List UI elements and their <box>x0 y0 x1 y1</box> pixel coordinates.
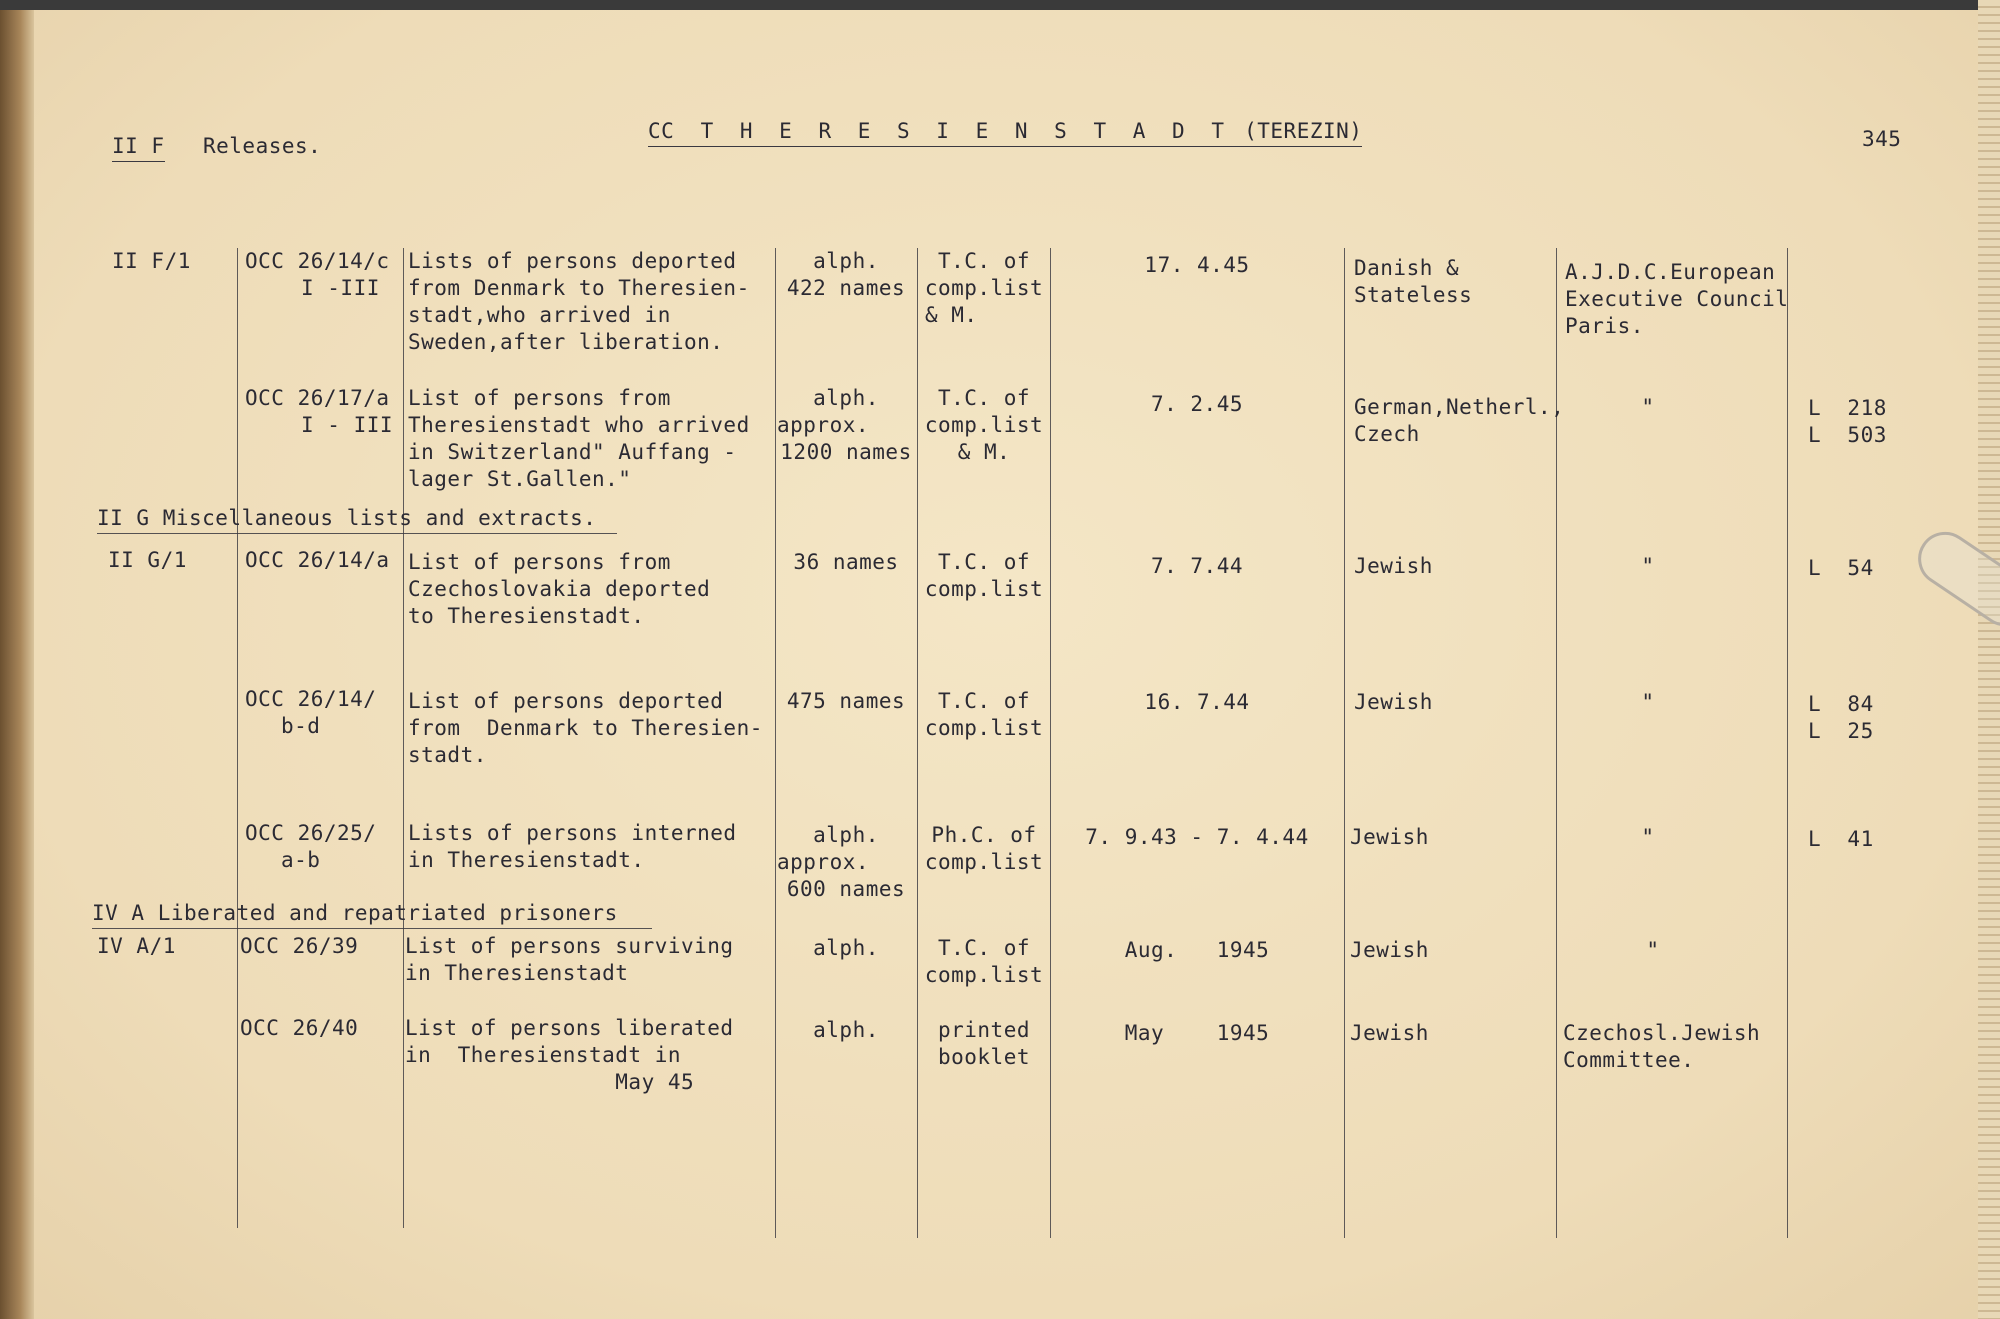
row-type <box>919 385 1049 466</box>
source-line: Czechosl.Jewish <box>1563 1021 1761 1045</box>
row-type <box>919 248 1049 329</box>
group-underline <box>92 928 652 929</box>
row-description <box>408 688 763 769</box>
row-source: " <box>1646 938 1660 962</box>
desc-line: Lists of persons interned <box>408 821 737 845</box>
count-line: alph. <box>813 823 879 847</box>
row-ref <box>245 820 376 874</box>
row-ref: OCC 26/40 <box>240 1016 359 1040</box>
count-line: approx. <box>777 413 870 437</box>
desc-line: Theresienstadt who arrived <box>408 413 750 437</box>
title-prefix: CC <box>648 119 675 143</box>
row-description <box>405 1015 734 1096</box>
desc-line: List of persons surviving <box>405 934 734 958</box>
title-main: T H E R E S I E N S T A D T <box>700 119 1231 143</box>
type-line: T.C. of <box>937 689 1030 713</box>
type-line: & M. <box>957 440 1011 464</box>
group-heading-iv-a: IV A Liberated and repatriated prisoners <box>92 901 618 925</box>
ref-line: OCC 26/14/ <box>245 687 377 711</box>
count-line: 600 names <box>786 877 906 901</box>
row-date: Aug. 1945 <box>1124 938 1270 962</box>
row-location <box>1808 691 1874 745</box>
row-ref <box>245 686 376 740</box>
desc-line: in Theresienstadt. <box>408 848 645 872</box>
type-line: Ph.C. of <box>931 823 1037 847</box>
row-description <box>408 385 750 493</box>
column-rule <box>237 248 238 1228</box>
ref-line: a-b <box>281 848 321 872</box>
desc-line: May 45 <box>405 1070 695 1094</box>
type-line: & M. <box>925 303 978 327</box>
page-stack-edge <box>1978 0 2000 1319</box>
nationality-line: Stateless <box>1354 283 1473 307</box>
type-line: comp.list <box>924 963 1044 987</box>
type-line: comp.list <box>924 413 1044 437</box>
count-line: 422 names <box>786 276 906 300</box>
column-rule <box>917 248 918 1238</box>
column-rule <box>403 248 404 1228</box>
row-type <box>919 549 1049 603</box>
row-nationality <box>1354 255 1472 309</box>
top-edge <box>0 0 2000 10</box>
row-location: L 54 <box>1808 556 1874 580</box>
desc-line: stadt. <box>408 743 487 767</box>
type-line: booklet <box>937 1045 1030 1069</box>
desc-line: List of persons from <box>408 386 671 410</box>
row-ref <box>245 385 393 439</box>
count-line: approx. <box>777 850 870 874</box>
row-ref: OCC 26/39 <box>240 934 359 958</box>
row-source: " <box>1641 690 1655 714</box>
location-line: L 218 <box>1808 396 1887 420</box>
book-binding <box>0 0 34 1319</box>
row-date: 7. 7.44 <box>1150 554 1243 578</box>
desc-line: lager St.Gallen." <box>408 467 632 491</box>
title-paren: (TEREZIN) <box>1244 119 1363 143</box>
row-date: 7. 9.43 - 7. 4.44 <box>1085 825 1309 849</box>
document-title <box>648 118 1362 147</box>
row-date: 7. 2.45 <box>1150 392 1243 416</box>
count-line: alph. <box>813 386 879 410</box>
desc-line: from Denmark to Theresien- <box>408 716 763 740</box>
row-type <box>919 935 1049 989</box>
row-count <box>777 248 915 302</box>
desc-line: from Denmark to Theresien- <box>408 276 750 300</box>
group-heading-ii-g: II G Miscellaneous lists and extracts. <box>97 506 597 530</box>
desc-line: Sweden,after liberation. <box>408 330 724 354</box>
nationality-line: Danish & <box>1354 256 1460 280</box>
count-line: alph. <box>813 249 879 273</box>
count-line: 1200 names <box>780 440 912 464</box>
row-nationality: Jewish <box>1354 690 1433 714</box>
row-type <box>919 688 1049 742</box>
page-number: 345 <box>1862 127 1902 151</box>
desc-line: to Theresienstadt. <box>408 604 645 628</box>
type-line: comp.list <box>924 850 1044 874</box>
row-ref <box>245 248 390 302</box>
desc-line: List of persons liberated <box>405 1016 734 1040</box>
desc-line: List of persons from <box>408 550 671 574</box>
section-code: II F <box>112 133 165 162</box>
row-source: " <box>1641 395 1655 419</box>
column-rule <box>1050 248 1051 1238</box>
ref-line: OCC 26/14/c <box>245 249 390 273</box>
row-source: " <box>1641 554 1655 578</box>
row-nationality <box>1354 394 1564 448</box>
row-date: 16. 7.44 <box>1144 690 1250 714</box>
source-line: A.J.D.C.European <box>1565 260 1776 284</box>
nationality-line: Czech <box>1354 422 1420 446</box>
row-type <box>919 822 1049 876</box>
type-line: T.C. of <box>937 386 1030 410</box>
nationality-line: German,Netherl., <box>1354 395 1565 419</box>
desc-line: in Switzerland" Auffang - <box>408 440 737 464</box>
group-underline <box>97 533 617 534</box>
row-location: L 41 <box>1808 827 1874 851</box>
location-line: L 25 <box>1808 719 1874 743</box>
type-line: comp.list <box>924 276 1044 300</box>
location-line: L 84 <box>1808 692 1874 716</box>
ref-line: I -III <box>301 276 380 300</box>
row-code: IV A/1 <box>97 934 176 958</box>
type-line: comp.list <box>924 577 1044 601</box>
type-line: T.C. of <box>937 936 1030 960</box>
row-nationality: Jewish <box>1354 554 1433 578</box>
type-line: printed <box>937 1018 1030 1042</box>
row-description <box>408 248 750 356</box>
row-nationality: Jewish <box>1350 938 1429 962</box>
desc-line: Czechoslovakia deported <box>408 577 711 601</box>
source-line: Executive Council <box>1565 287 1789 311</box>
row-description <box>405 933 734 987</box>
row-nationality: Jewish <box>1350 825 1429 849</box>
source-line: Committee. <box>1563 1048 1695 1072</box>
row-nationality: Jewish <box>1350 1021 1429 1045</box>
row-count: alph. <box>813 1018 879 1042</box>
row-location <box>1808 395 1887 449</box>
section-title: Releases. <box>203 134 322 158</box>
location-line: L 503 <box>1808 423 1887 447</box>
row-count: alph. <box>813 936 879 960</box>
ref-line: OCC 26/17/a <box>245 386 390 410</box>
type-line: comp.list <box>924 716 1044 740</box>
row-count <box>777 385 915 466</box>
row-code: II G/1 <box>108 548 187 572</box>
type-line: T.C. of <box>937 249 1030 273</box>
row-description <box>408 820 737 874</box>
row-source: " <box>1641 825 1655 849</box>
row-ref: OCC 26/14/a <box>245 548 390 572</box>
column-rule <box>1344 248 1345 1238</box>
desc-line: in Theresienstadt <box>405 961 629 985</box>
desc-line: List of persons deported <box>408 689 724 713</box>
desc-line: in Theresienstadt in <box>405 1043 682 1067</box>
row-count <box>777 822 915 903</box>
ref-line: b-d <box>281 714 321 738</box>
column-rule <box>1787 248 1788 1238</box>
desc-line: stadt,who arrived in <box>408 303 671 327</box>
type-line: T.C. of <box>937 550 1030 574</box>
row-date: 17. 4.45 <box>1144 253 1250 277</box>
row-source <box>1563 1020 1760 1074</box>
ref-line: OCC 26/25/ <box>245 821 377 845</box>
ref-line: I - III <box>301 413 394 437</box>
row-code: II F/1 <box>112 249 191 273</box>
row-source <box>1565 259 1788 340</box>
row-description <box>408 549 710 630</box>
row-date: May 1945 <box>1124 1021 1270 1045</box>
desc-line: Lists of persons deported <box>408 249 737 273</box>
row-count: 36 names <box>793 550 899 574</box>
row-count: 475 names <box>786 689 906 713</box>
source-line: Paris. <box>1565 314 1644 338</box>
column-rule <box>775 248 776 1238</box>
row-type <box>919 1017 1049 1071</box>
